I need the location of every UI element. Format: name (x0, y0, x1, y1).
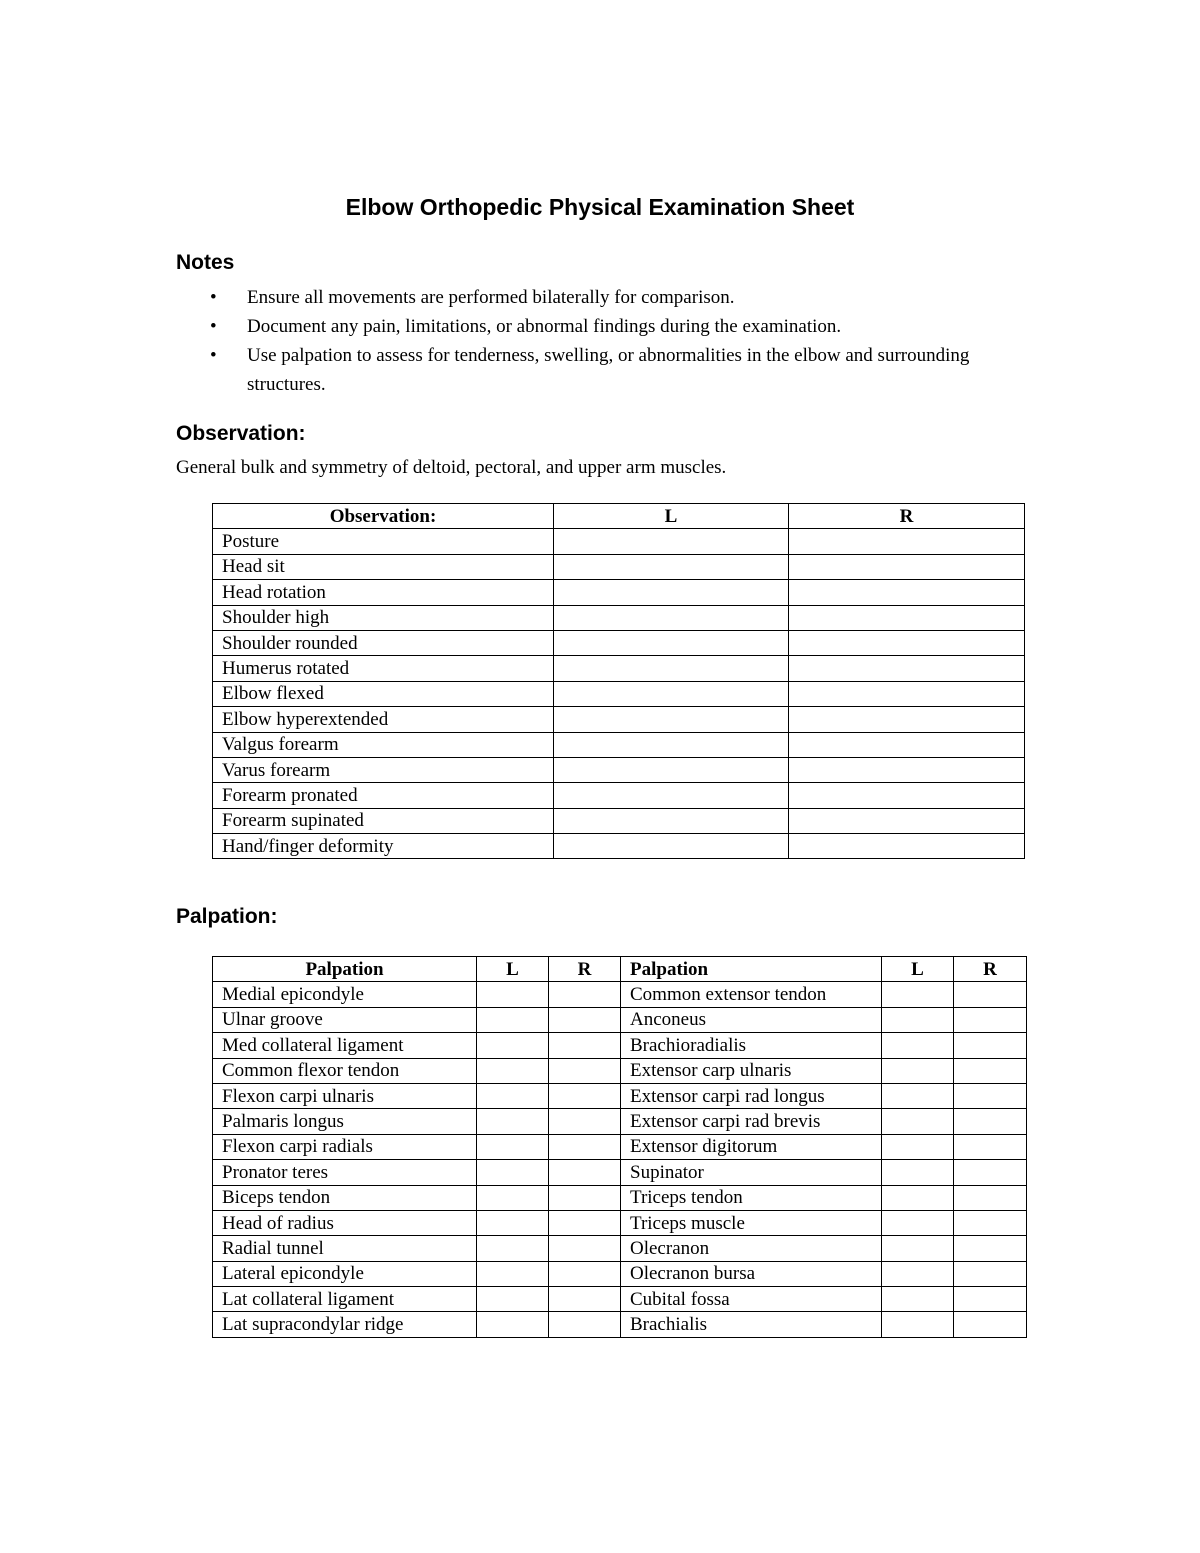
left-entry-cell[interactable] (477, 1007, 549, 1032)
left-entry-cell[interactable] (477, 1261, 549, 1286)
left-entry-cell[interactable] (554, 554, 789, 579)
table-row (213, 982, 1027, 1007)
right-entry-cell[interactable] (549, 1185, 621, 1210)
right-entry-cell[interactable] (954, 1210, 1027, 1235)
column-header-palpation-2: Palpation (621, 957, 882, 982)
note-text: Ensure all movements are performed bilaterally for comparison. (247, 287, 735, 308)
right-entry-cell[interactable] (789, 834, 1025, 859)
right-entry-cell[interactable] (549, 1134, 621, 1159)
left-entry-cell[interactable] (882, 1185, 954, 1210)
table-row (213, 1160, 1027, 1185)
right-entry-cell[interactable] (549, 1261, 621, 1286)
left-entry-cell[interactable] (477, 1312, 549, 1337)
left-entry-cell[interactable] (882, 1312, 954, 1337)
right-entry-cell[interactable] (789, 707, 1025, 732)
left-entry-cell[interactable] (882, 1287, 954, 1312)
table-row (213, 630, 1025, 655)
page-title: Elbow Orthopedic Physical Examination Sheet (345, 194, 855, 220)
observation-label: Valgus forearm (213, 732, 554, 757)
left-entry-cell[interactable] (477, 1210, 549, 1235)
table-row (213, 783, 1025, 808)
table-row (213, 580, 1025, 605)
right-entry-cell[interactable] (549, 1109, 621, 1134)
right-entry-cell[interactable] (954, 982, 1027, 1007)
observation-label: Posture (213, 529, 554, 554)
table-row (213, 1261, 1027, 1286)
left-entry-cell[interactable] (477, 1033, 549, 1058)
column-header-left: L (554, 504, 789, 529)
palpation-label: Pronator teres (213, 1160, 477, 1185)
right-entry-cell[interactable] (954, 1160, 1027, 1185)
observation-label: Elbow flexed (213, 681, 554, 706)
table-row (213, 834, 1025, 859)
observation-intro: General bulk and symmetry of deltoid, pectoral, and upper arm muscles. (176, 457, 727, 478)
left-entry-cell[interactable] (554, 757, 789, 782)
left-entry-cell[interactable] (554, 732, 789, 757)
right-entry-cell[interactable] (789, 808, 1025, 833)
observation-label: Varus forearm (213, 757, 554, 782)
table-row (213, 757, 1025, 782)
notes-list (210, 283, 1030, 399)
left-entry-cell[interactable] (477, 982, 549, 1007)
left-entry-cell[interactable] (477, 1287, 549, 1312)
table-row (213, 1109, 1027, 1134)
left-entry-cell[interactable] (477, 1185, 549, 1210)
left-entry-cell[interactable] (882, 1236, 954, 1261)
palpation-label: Brachioradialis (621, 1033, 882, 1058)
table-header-row (213, 957, 1027, 982)
palpation-label: Head of radius (213, 1210, 477, 1235)
left-entry-cell[interactable] (477, 1083, 549, 1108)
right-entry-cell[interactable] (549, 1312, 621, 1337)
left-entry-cell[interactable] (882, 1134, 954, 1159)
palpation-label: Anconeus (621, 1007, 882, 1032)
palpation-label: Medial epicondyle (213, 982, 477, 1007)
left-entry-cell[interactable] (554, 529, 789, 554)
palpation-label: Lat supracondylar ridge (213, 1312, 477, 1337)
palpation-label: Biceps tendon (213, 1185, 477, 1210)
left-entry-cell[interactable] (882, 1058, 954, 1083)
table-row (213, 1312, 1027, 1337)
palpation-label: Extensor carp ulnaris (621, 1058, 882, 1083)
right-entry-cell[interactable] (789, 630, 1025, 655)
right-entry-cell[interactable] (789, 656, 1025, 681)
table-row (213, 681, 1025, 706)
table-row (213, 732, 1025, 757)
right-entry-cell[interactable] (954, 1185, 1027, 1210)
palpation-heading: Palpation: (176, 905, 278, 928)
right-entry-cell[interactable] (789, 605, 1025, 630)
table-row (213, 1185, 1027, 1210)
observation-label: Forearm pronated (213, 783, 554, 808)
right-entry-cell[interactable] (549, 1210, 621, 1235)
right-entry-cell[interactable] (789, 783, 1025, 808)
palpation-table (212, 956, 1027, 1338)
right-entry-cell[interactable] (549, 1058, 621, 1083)
left-entry-cell[interactable] (554, 580, 789, 605)
observation-label: Shoulder rounded (213, 630, 554, 655)
column-header-right: R (789, 504, 1025, 529)
palpation-label: Flexon carpi radials (213, 1134, 477, 1159)
table-row (213, 656, 1025, 681)
left-entry-cell[interactable] (882, 1210, 954, 1235)
right-entry-cell[interactable] (549, 982, 621, 1007)
column-header-palpation: Palpation (213, 957, 477, 982)
column-header-left: L (477, 957, 549, 982)
palpation-label: Cubital fossa (621, 1287, 882, 1312)
left-entry-cell[interactable] (882, 1007, 954, 1032)
right-entry-cell[interactable] (954, 1109, 1027, 1134)
observation-label: Head sit (213, 554, 554, 579)
right-entry-cell[interactable] (789, 554, 1025, 579)
left-entry-cell[interactable] (882, 1033, 954, 1058)
palpation-label: Common extensor tendon (621, 982, 882, 1007)
palpation-label: Flexon carpi ulnaris (213, 1083, 477, 1108)
palpation-label: Palmaris longus (213, 1109, 477, 1134)
left-entry-cell[interactable] (554, 707, 789, 732)
right-entry-cell[interactable] (954, 1083, 1027, 1108)
right-entry-cell[interactable] (789, 580, 1025, 605)
left-entry-cell[interactable] (477, 1058, 549, 1083)
left-entry-cell[interactable] (477, 1109, 549, 1134)
observation-heading: Observation: (176, 422, 306, 445)
right-entry-cell[interactable] (789, 681, 1025, 706)
observation-label: Humerus rotated (213, 656, 554, 681)
right-entry-cell[interactable] (954, 1033, 1027, 1058)
observation-label: Forearm supinated (213, 808, 554, 833)
right-entry-cell[interactable] (549, 1007, 621, 1032)
palpation-label: Lateral epicondyle (213, 1261, 477, 1286)
palpation-label: Med collateral ligament (213, 1033, 477, 1058)
left-entry-cell[interactable] (882, 1160, 954, 1185)
palpation-label: Extensor carpi rad longus (621, 1083, 882, 1108)
bullet-icon: • (210, 345, 217, 366)
column-header-left-2: L (882, 957, 954, 982)
table-row (213, 1134, 1027, 1159)
observation-table (212, 503, 1025, 859)
observation-label: Head rotation (213, 580, 554, 605)
left-entry-cell[interactable] (477, 1134, 549, 1159)
table-row (213, 1007, 1027, 1032)
table-row (213, 1083, 1027, 1108)
table-row (213, 707, 1025, 732)
table-row (213, 808, 1025, 833)
palpation-label: Common flexor tendon (213, 1058, 477, 1083)
note-text: Document any pain, limitations, or abnormal findings during the examination. (247, 316, 842, 337)
palpation-label: Extensor carpi rad brevis (621, 1109, 882, 1134)
table-row (213, 1287, 1027, 1312)
right-entry-cell[interactable] (789, 757, 1025, 782)
palpation-label: Radial tunnel (213, 1236, 477, 1261)
bullet-icon: • (210, 316, 217, 337)
palpation-label: Lat collateral ligament (213, 1287, 477, 1312)
right-entry-cell[interactable] (954, 1236, 1027, 1261)
left-entry-cell[interactable] (882, 1083, 954, 1108)
right-entry-cell[interactable] (549, 1236, 621, 1261)
right-entry-cell[interactable] (789, 529, 1025, 554)
right-entry-cell[interactable] (954, 1287, 1027, 1312)
right-entry-cell[interactable] (549, 1083, 621, 1108)
palpation-label: Ulnar groove (213, 1007, 477, 1032)
observation-label: Hand/finger deformity (213, 834, 554, 859)
left-entry-cell[interactable] (882, 1261, 954, 1286)
palpation-label: Extensor digitorum (621, 1134, 882, 1159)
right-entry-cell[interactable] (954, 1007, 1027, 1032)
palpation-label: Supinator (621, 1160, 882, 1185)
table-row (213, 1058, 1027, 1083)
column-header-right: R (549, 957, 621, 982)
left-entry-cell[interactable] (882, 1109, 954, 1134)
observation-label: Elbow hyperextended (213, 707, 554, 732)
right-entry-cell[interactable] (549, 1033, 621, 1058)
left-entry-cell[interactable] (477, 1160, 549, 1185)
left-entry-cell[interactable] (554, 681, 789, 706)
table-row (213, 1210, 1027, 1235)
left-entry-cell[interactable] (554, 630, 789, 655)
palpation-label: Triceps muscle (621, 1210, 882, 1235)
palpation-label: Brachialis (621, 1312, 882, 1337)
left-entry-cell[interactable] (882, 982, 954, 1007)
palpation-label: Triceps tendon (621, 1185, 882, 1210)
note-item (210, 341, 1030, 399)
left-entry-cell[interactable] (554, 783, 789, 808)
right-entry-cell[interactable] (549, 1160, 621, 1185)
notes-heading: Notes (176, 251, 235, 274)
column-header-right-2: R (954, 957, 1027, 982)
table-row (213, 1033, 1027, 1058)
right-entry-cell[interactable] (954, 1261, 1027, 1286)
palpation-label: Olecranon bursa (621, 1261, 882, 1286)
palpation-label: Olecranon (621, 1236, 882, 1261)
column-header-observation: Observation: (213, 504, 554, 529)
table-row (213, 605, 1025, 630)
note-item (210, 312, 1030, 341)
observation-label: Shoulder high (213, 605, 554, 630)
left-entry-cell[interactable] (554, 834, 789, 859)
left-entry-cell[interactable] (554, 605, 789, 630)
bullet-icon: • (210, 287, 217, 308)
note-text: Use palpation to assess for tenderness, swelling, or abnormalities in the elbow and surrounding structures. (247, 345, 970, 395)
table-row (213, 1236, 1027, 1261)
table-row (213, 554, 1025, 579)
right-entry-cell[interactable] (954, 1058, 1027, 1083)
table-row (213, 529, 1025, 554)
right-entry-cell[interactable] (789, 732, 1025, 757)
right-entry-cell[interactable] (549, 1287, 621, 1312)
note-item (210, 283, 1030, 312)
left-entry-cell[interactable] (554, 656, 789, 681)
table-header-row (213, 504, 1025, 529)
right-entry-cell[interactable] (954, 1312, 1027, 1337)
left-entry-cell[interactable] (477, 1236, 549, 1261)
left-entry-cell[interactable] (554, 808, 789, 833)
right-entry-cell[interactable] (954, 1134, 1027, 1159)
